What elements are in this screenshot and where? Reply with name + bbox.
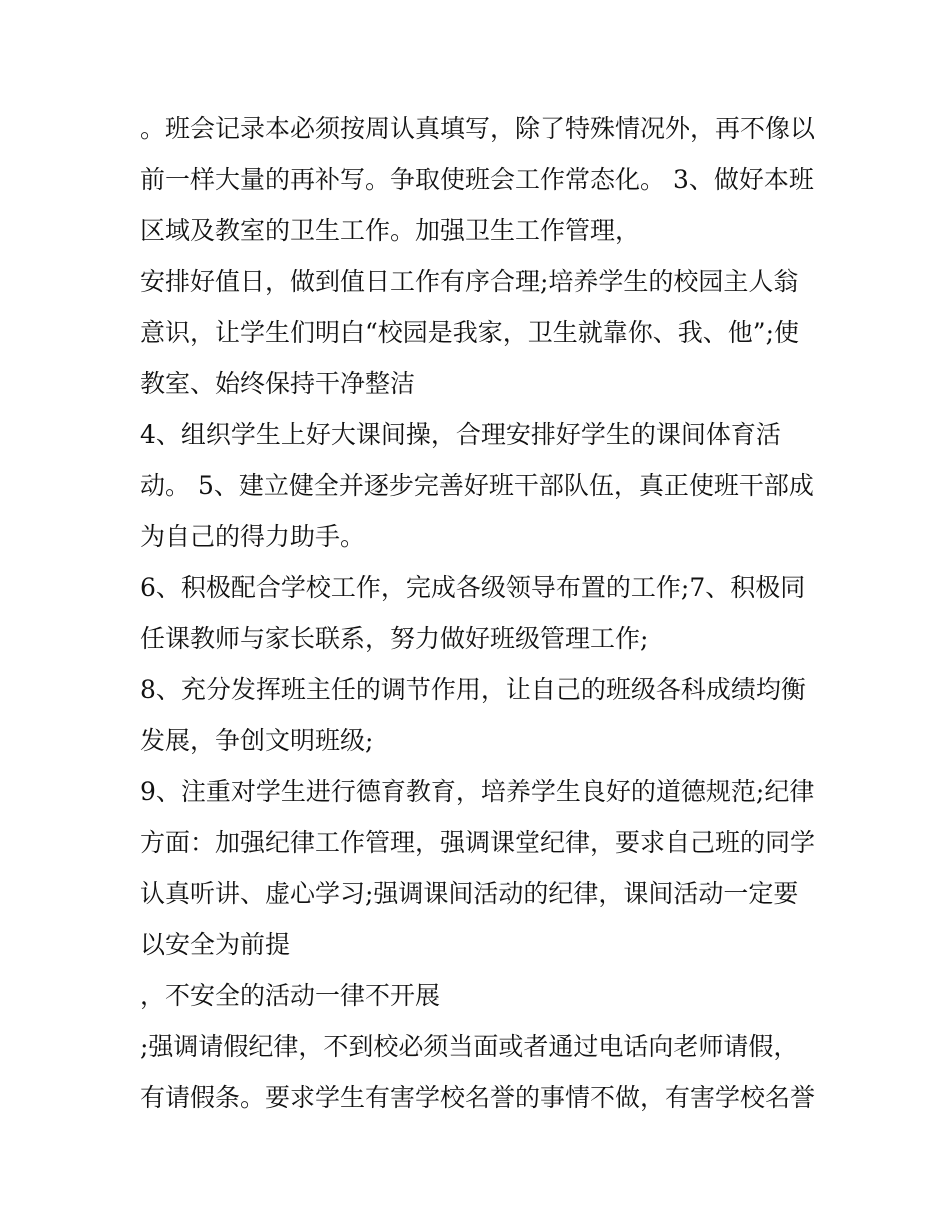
text-line: 教室、始终保持干净整洁 — [140, 369, 416, 398]
text-line: 方面：加强纪律工作管理，强调课堂纪律，要求自己班的同学 — [140, 828, 816, 857]
text-line: 8、充分发挥班主任的调节作用，让自己的班级各科成绩均衡 — [140, 675, 806, 704]
text-line: 以安全为前提 — [140, 930, 291, 959]
text-line: ，不安全的活动一律不开展 — [140, 981, 441, 1010]
text-line: 意识，让学生们明白“校园是我家，卫生就靠你、我、他”;使 — [140, 318, 799, 347]
text-line: 任课教师与家长联系，努力做好班级管理工作; — [140, 624, 649, 653]
text-line: 发展，争创文明班级; — [140, 726, 374, 755]
text-line: 9、注重对学生进行德育教育，培养学生良好的道德规范;纪律 — [140, 777, 815, 806]
text-line: 动。 5、建立健全并逐步完善好班干部队伍，真正使班干部成 — [140, 471, 814, 500]
text-line: 前一样大量的再补写。争取使班会工作常态化。 3、做好本班 — [140, 165, 814, 194]
text-line: 认真听讲、虚心学习;强调课间活动的纪律，课间活动一定要 — [140, 879, 799, 908]
text-line: 4、组织学生上好大课间操，合理安排好学生的课间体育活 — [140, 420, 781, 449]
text-line: 。班会记录本必须按周认真填写，除了特殊情况外，再不像以 — [140, 114, 816, 143]
text-line: 有请假条。要求学生有害学校名誉的事情不做，有害学校名誉 — [140, 1083, 816, 1112]
text-line: 区域及教室的卫生工作。加强卫生工作管理， — [140, 216, 641, 245]
text-line: 6、积极配合学校工作，完成各级领导布置的工作;7、积极同 — [140, 573, 806, 602]
text-line: ;强调请假纪律，不到校必须当面或者通过电话向老师请假， — [140, 1032, 799, 1061]
text-line: 为自己的得力助手。 — [140, 522, 366, 551]
text-line: 安排好值日，做到值日工作有序合理;培养学生的校园主人翁 — [140, 267, 799, 296]
